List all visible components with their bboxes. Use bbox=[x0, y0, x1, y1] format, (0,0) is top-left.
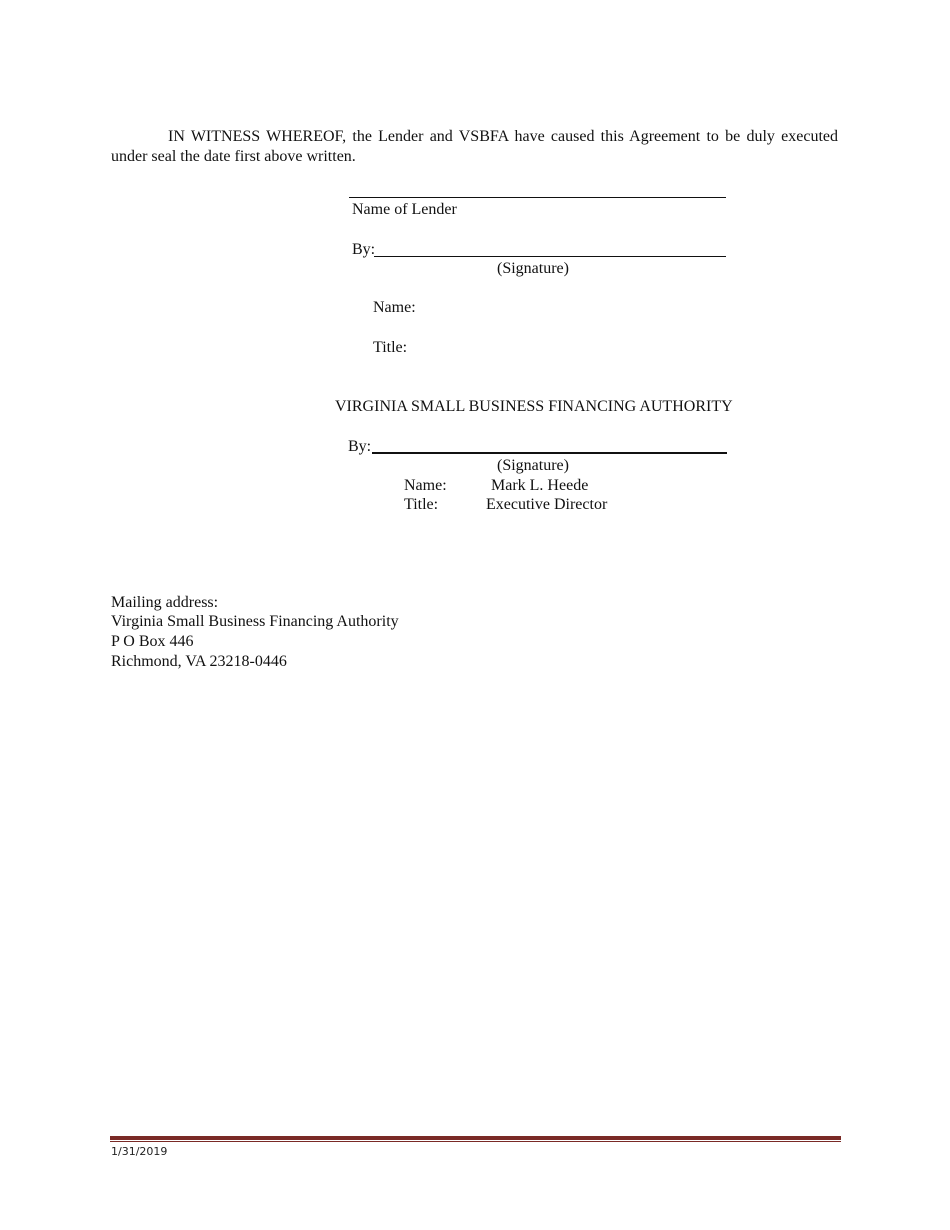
lender-by-label: By: bbox=[352, 241, 376, 258]
lender-title-label: Title: bbox=[373, 339, 408, 356]
witness-paragraph: IN WITNESS WHEREOF, the Lender and VSBFA have caused this Agreement to be duly executed under seal the date first above written. bbox=[111, 128, 838, 165]
authority-signature-caption: (Signature) bbox=[497, 457, 569, 474]
authority-by-label: By: bbox=[348, 438, 372, 455]
mailing-address-line2: P O Box 446 bbox=[111, 633, 194, 650]
lender-signature-caption: (Signature) bbox=[497, 260, 569, 277]
mailing-address-line3: Richmond, VA 23218-0446 bbox=[111, 653, 287, 670]
mailing-address-line1: Virginia Small Business Financing Authority bbox=[111, 613, 399, 630]
name-of-lender-label: Name of Lender bbox=[352, 201, 457, 218]
authority-heading: VIRGINIA SMALL BUSINESS FINANCING AUTHORITY bbox=[335, 398, 733, 415]
lender-name-line bbox=[349, 197, 726, 198]
footer-rule-thin bbox=[110, 1141, 841, 1142]
lender-name-label: Name: bbox=[373, 299, 416, 316]
footer-date: 1/31/2019 bbox=[111, 1145, 168, 1158]
authority-name-value: Mark L. Heede bbox=[491, 477, 589, 494]
footer-rule-thick bbox=[110, 1136, 841, 1140]
mailing-address-label: Mailing address: bbox=[111, 594, 219, 611]
authority-signature-line bbox=[372, 452, 727, 454]
authority-title-label: Title: bbox=[404, 496, 439, 513]
authority-title-value: Executive Director bbox=[486, 496, 608, 513]
authority-name-label: Name: bbox=[404, 477, 447, 494]
lender-signature-line bbox=[374, 256, 726, 257]
